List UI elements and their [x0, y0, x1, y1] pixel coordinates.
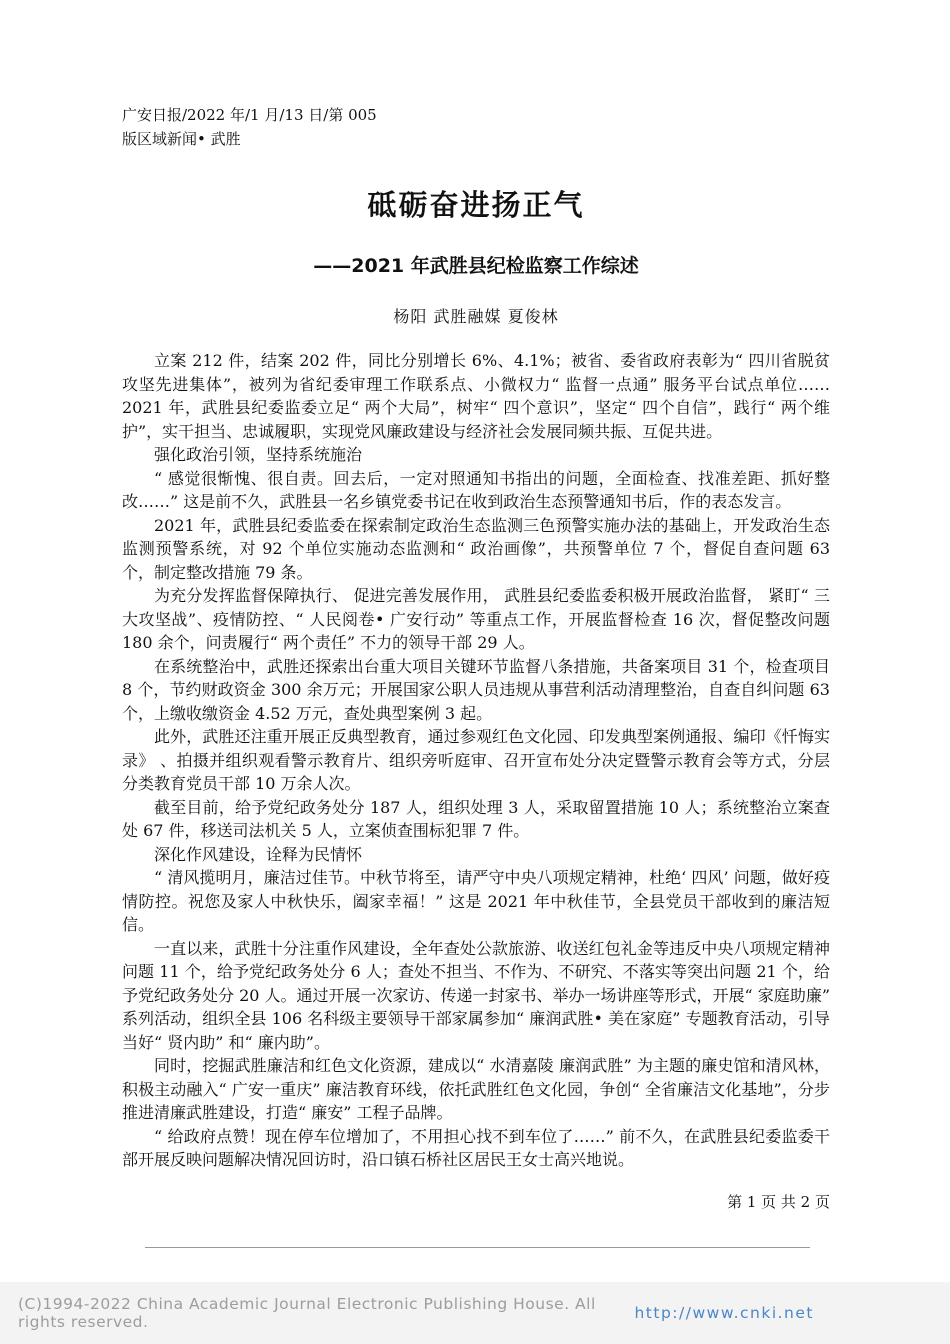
paragraph-lead: 立案 212 件，结案 202 件，同比分别增长 6%、4.1%；被省、委省政府表彰为“ 四川省脱贫攻坚先进集体”，被列为省纪委审理工作联系点、小微权力“ 监督一点通” 服务平台试点单位……2021 年，武胜县纪委监委立足“ 两个大局”，树牢“ 四个意识”，坚定“ 四个自信”，践行“ 两个维护”，实干担当、忠诚履职，实现党风廉政建设与经济社会发展同频共振、互促共进。 [122, 351, 830, 441]
article-title: 砥砺奋进扬正气 [367, 188, 585, 222]
section-heading: 强化政治引领，坚持系统施治 [154, 445, 363, 464]
section-heading: 深化作风建设，诠释为民情怀 [154, 844, 363, 864]
paragraph: “ 给政府点赞！现在停车位增加了，不用担心找不到车位了……” 前不久，在武胜县纪委监委干部开展反映问题解决情况回访时，沿口镇石桥社区居民王女士高兴地说。 [122, 1126, 830, 1169]
source-info [122, 103, 830, 151]
cnki-link[interactable]: http://www.cnki.net [634, 1304, 814, 1322]
article-authors: 杨阳 武胜融媒 夏俊林 [393, 307, 559, 326]
paragraph: 一直以来，武胜十分注重作风建设，全年查处公款旅游、收送红包礼金等违反中央八项规定精神问题 11 个，给予党纪政务处分 6 人；查处不担当、不作为、不研究、不落实等突出问题 21 个，给予党纪政务处分 20 人。通过开展一次家访、传递一封家书、举办一场讲座等形式，开展“ 家庭助廉” 系列活动，组织全县 106 名科级主要领导干部家属参加“ 廉润武胜• 美在家庭” 专题教育活动，引导当好“ 贤内助” 和“ 廉内助”。 [122, 938, 830, 1052]
paragraph: 同时，挖掘武胜廉洁和红色文化资源，建成以“ 水清嘉陵 廉润武胜” 为主题的廉史馆和清风林，积极主动融入“ 广安一重庆” 廉洁教育环线，依托武胜红色文化园，争创“ 全省廉洁文化基地”，分步推进清廉武胜建设，打造“ 廉安” 工程子品牌。 [122, 1056, 830, 1122]
paragraph: “ 感觉很惭愧、很自责。回去后，一定对照通知书指出的问题，全面检查、找准差距、抓好整改……” 这是前不久，武胜县一名乡镇党委书记在收到政治生态预警通知书后，作的表态发言。 [122, 468, 830, 511]
paragraph: 截至目前，给予党纪政务处分 187 人，组织处理 3 人，采取留置措施 10 人；系统整治立案查处 67 件，移送司法机关 5 人，立案侦查围标犯罪 7 件。 [122, 797, 830, 840]
paragraph: 在系统整治中，武胜还探索出台重大项目关键环节监督八条措施，共备案项目 31 个，检查项目 8 个，节约财政资金 300 余万元；开展国家公职人员违规从事营利活动清理整治，自查自纠问题 63 个，上缴收缴资金 4.52 万元，查处典型案例 3 起。 [122, 656, 830, 723]
source-line-1: 广安日报/2022 年/1 月/13 日/第 005 [122, 106, 377, 124]
article-body [122, 349, 830, 1172]
article-subtitle: ——2021 年武胜县纪检监察工作综述 [313, 255, 639, 277]
source-line-2: 版区域新闻• 武胜 [122, 130, 241, 148]
page-number: 第 1 页 共 2 页 [727, 1192, 830, 1211]
copyright-text: (C)1994-2022 China Academic Journal Electronic Publishing House. All rights reserved. [18, 1295, 596, 1331]
footer-divider [145, 1247, 810, 1248]
paragraph: “ 清风揽明月，廉洁过佳节。中秋节将至，请严守中央八项规定精神，杜绝‘ 四风’ 问题，做好疫情防控。祝您及家人中秋快乐，阖家幸福！” 这是 2021 年中秋佳节，全县党员干部收到的廉洁短信。 [122, 868, 830, 934]
paragraph: 为充分发挥监督保障执行、 促进完善发展作用， 武胜县纪委监委积极开展政治监督， 紧盯“ 三大攻坚战”、疫情防控、“ 人民阅卷• 广安行动” 等重点工作，开展监督检查 16 次，督促整改问题 180 余个，问责履行“ 两个责任” 不力的领导干部 29 人。 [122, 586, 830, 652]
document-page [122, 103, 830, 1212]
paragraph: 2021 年，武胜县纪委监委在探索制定政治生态监测三色预警实施办法的基础上，开发政治生态监测预警系统，对 92 个单位实施动态监测和“ 政治画像”，共预警单位 7 个，督促自查问题 63 个，制定整改措施 79 条。 [122, 515, 830, 582]
footer-bar [0, 1282, 950, 1344]
paragraph: 此外，武胜还注重开展正反典型教育，通过参观红色文化园、印发典型案例通报、编印《忏悔实录》 、拍摄并组织观看警示教育片、组织旁听庭审、召开宣布处分决定暨警示教育会等方式，分层分类教育党员干部 10 万余人次。 [122, 727, 830, 793]
